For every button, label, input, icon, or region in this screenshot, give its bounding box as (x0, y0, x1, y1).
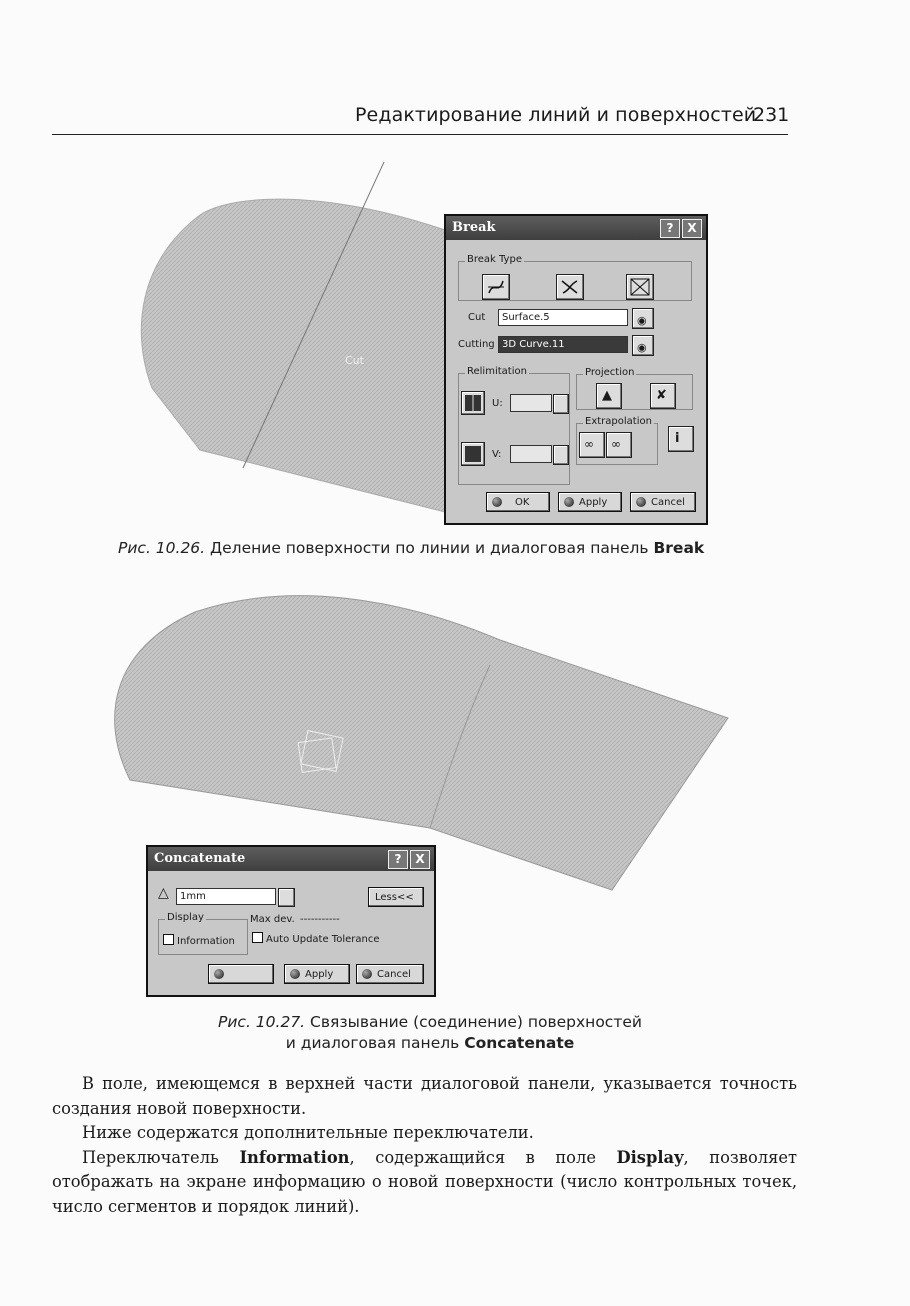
group-label: Extrapolation (585, 416, 652, 427)
u-stepper[interactable] (553, 394, 569, 414)
ok-icon (492, 497, 502, 507)
less-button[interactable]: Less<< (368, 887, 424, 907)
ok-label: OK (515, 497, 530, 508)
dialog-title: Break (452, 220, 496, 235)
extrapolation-icon: ∞ (584, 437, 594, 451)
cut-selector-button[interactable] (632, 308, 654, 329)
information-checkbox[interactable] (163, 934, 235, 947)
group-label: Break Type (467, 254, 522, 265)
projection-2-button[interactable] (650, 383, 676, 409)
caption-number: Рис. 10.27. (218, 1013, 306, 1031)
running-header: Редактирование линий и поверхностей (355, 104, 757, 126)
bold-term: Information (239, 1147, 350, 1167)
checkbox-box[interactable] (163, 934, 174, 945)
group-label: Display (167, 912, 204, 923)
break-titlebar (446, 216, 706, 240)
break-curve-icon (483, 275, 509, 299)
figure-2-caption (200, 1012, 660, 1054)
cancel-icon (636, 497, 646, 507)
caption-number: Рис. 10.26. (118, 539, 206, 557)
tolerance-field[interactable]: 1mm (176, 888, 276, 905)
ok-button[interactable] (208, 964, 274, 984)
close-button[interactable]: X (410, 850, 430, 869)
caption-text: Деление поверхности по линии и диалоговая панель (205, 539, 654, 557)
information-button[interactable] (668, 426, 694, 452)
dialog-title: Concatenate (154, 851, 246, 866)
relimitation-v-button[interactable] (461, 442, 485, 466)
cancel-label: Cancel (651, 497, 685, 508)
concatenate-titlebar (148, 847, 434, 871)
information-label: Information (177, 936, 235, 947)
selector-icon: ◉ (637, 314, 647, 327)
cancel-button[interactable] (630, 492, 696, 512)
break-surface-icon (557, 275, 583, 299)
tolerance-icon: △ (158, 885, 169, 901)
checkbox-box[interactable] (252, 932, 263, 943)
auto-update-label: Auto Update Tolerance (266, 934, 380, 945)
ok-icon (214, 969, 224, 979)
info-icon: i (675, 431, 680, 446)
figure-1-caption (118, 539, 704, 557)
concatenate-dialog (146, 845, 436, 997)
break-dialog (444, 214, 708, 525)
caption-bold: Break (653, 539, 705, 557)
u-label: U: (492, 398, 503, 409)
break-type-1-button[interactable] (482, 274, 510, 300)
v-label: V: (492, 449, 502, 460)
caption-bold: Concatenate (464, 1034, 575, 1052)
break-type-3-button[interactable] (626, 274, 654, 300)
text-run: Переключатель (82, 1147, 240, 1167)
break-surface (141, 199, 445, 512)
break-both-icon (627, 275, 653, 299)
page-number: 231 (753, 104, 790, 126)
cut-field[interactable]: Surface.5 (498, 309, 628, 326)
relimitation-group (458, 366, 570, 485)
text-run: , позволяет отображать на экране информацию о новой поверхности (число контрольных точек, число сегментов и порядок линий). (52, 1147, 797, 1216)
maxdev-label: Max dev. (250, 914, 295, 925)
close-button[interactable]: X (682, 219, 702, 238)
group-label: Relimitation (467, 366, 527, 377)
auto-update-checkbox[interactable] (252, 932, 379, 945)
caption-text: и диалоговая панель (285, 1034, 465, 1052)
ok-button[interactable] (486, 492, 550, 512)
body-text (52, 1072, 797, 1219)
cancel-label: Cancel (377, 969, 411, 980)
selector-icon: ◉ (637, 341, 647, 354)
projection-1-button[interactable] (596, 383, 622, 409)
help-button[interactable]: ? (388, 850, 408, 869)
v-stepper[interactable] (553, 445, 569, 465)
paragraph-2: Ниже содержатся дополнительные переключатели. (82, 1123, 534, 1142)
apply-button[interactable] (284, 964, 350, 984)
apply-button[interactable] (558, 492, 622, 512)
grid-icon (462, 443, 484, 465)
break-type-2-button[interactable] (556, 274, 584, 300)
caption-text: Связывание (соединение) поверхностей (305, 1013, 642, 1031)
cancel-button[interactable] (356, 964, 424, 984)
help-button[interactable]: ? (660, 219, 680, 238)
apply-label: Apply (579, 497, 608, 508)
cutting-selector-button[interactable] (632, 335, 654, 356)
extrapolation-c-button[interactable] (606, 432, 632, 458)
cancel-icon (362, 969, 372, 979)
tolerance-stepper[interactable] (278, 888, 295, 907)
relimitation-u-button[interactable] (461, 391, 485, 415)
cut-label: Cut (468, 312, 486, 323)
projection-icon: ✘ (656, 388, 667, 403)
cutting-field[interactable]: 3D Curve.11 (498, 336, 628, 353)
apply-label: Apply (305, 969, 334, 980)
extrapolation-t-button[interactable] (579, 432, 605, 458)
group-label: Projection (585, 367, 635, 378)
cutting-label: Cutting (458, 339, 495, 350)
cut-label: Cut (345, 354, 364, 367)
u-field[interactable] (510, 394, 552, 412)
apply-icon (564, 497, 574, 507)
v-field[interactable] (510, 445, 552, 463)
maxdev-value: ----------- (300, 914, 340, 925)
text-run: , содержащийся в поле (349, 1147, 617, 1167)
projection-icon: ▲ (602, 388, 612, 403)
extrapolation-icon: ∞ (611, 437, 621, 451)
apply-icon (290, 969, 300, 979)
paragraph-3 (52, 1146, 797, 1220)
grid-icon (462, 392, 484, 414)
paragraph-1: В поле, имеющемся в верхней части диалоговой панели, указывается точность создания новой поверхности. (52, 1074, 797, 1118)
bold-term: Display (616, 1147, 684, 1167)
